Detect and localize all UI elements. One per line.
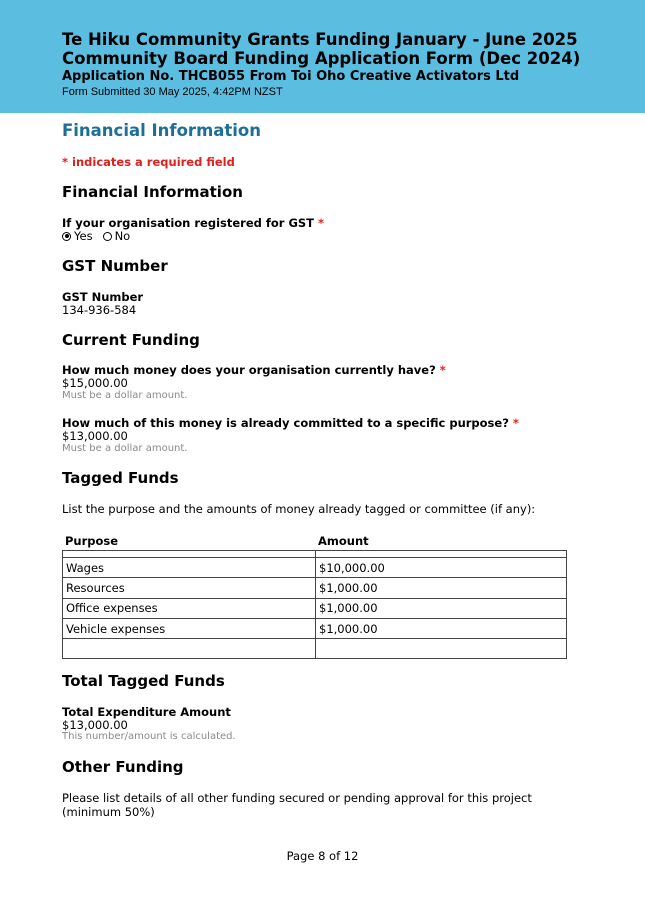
column-header-amount: Amount — [318, 534, 369, 548]
gst-option-yes-label: Yes — [74, 229, 93, 243]
purpose-cell: Vehicle expenses — [66, 621, 166, 636]
application-line: Application No. THCB055 From Toi Oho Creative Activators Ltd — [62, 69, 520, 84]
radio-checked-icon[interactable] — [62, 232, 71, 241]
current-money-value: $15,000.00 — [62, 376, 128, 390]
committed-money-hint: Must be a dollar amount. — [62, 443, 188, 454]
table-row — [63, 557, 566, 577]
tagged-funds-table-header — [62, 534, 567, 550]
gst-option-no-label: No — [114, 229, 131, 243]
gst-question-text: If your organisation registered for GST — [62, 216, 315, 230]
submitted-timestamp: Form Submitted 30 May 2025, 4:42PM NZST — [62, 86, 283, 98]
amount-cell: $1,000.00 — [315, 619, 566, 638]
current-money-hint: Must be a dollar amount. — [62, 390, 188, 401]
amount-cell: $1,000.00 — [315, 578, 566, 597]
current-money-question: How much money does your organisation currently have? — [62, 363, 436, 377]
required-field-note: * indicates a required field — [62, 155, 235, 169]
tagged-funds-table — [62, 550, 567, 659]
purpose-cell: Resources — [66, 580, 125, 595]
tagged-funds-description: List the purpose and the amounts of money already tagged or committee (if any): — [62, 502, 536, 516]
current-money-label — [62, 363, 446, 377]
amount-cell: $1,000.00 — [315, 599, 566, 618]
radio-unchecked-icon[interactable] — [103, 232, 112, 241]
column-header-purpose: Purpose — [65, 534, 119, 548]
gst-number-label: GST Number — [62, 290, 144, 304]
required-star: * — [439, 363, 446, 377]
other-funding-description: Please list details of all other funding secured or pending approval for this project (minimum 50%) — [62, 791, 532, 819]
purpose-cell: Office expenses — [66, 601, 158, 616]
page-title: Financial Information — [62, 121, 262, 140]
committed-money-question: How much of this money is already committed to a specific purpose? — [62, 416, 509, 430]
committed-money-value: $13,000.00 — [62, 429, 128, 443]
section-heading-gst-number: GST Number — [62, 257, 168, 275]
form-title-line1: Te Hiku Community Grants Funding January - June 2025 — [62, 30, 578, 49]
page-number: Page 8 of 12 — [286, 849, 359, 863]
total-expenditure-value: $13,000.00 — [62, 718, 128, 732]
gst-radio-group — [62, 229, 140, 243]
table-cell — [63, 551, 315, 557]
gst-option-no[interactable] — [103, 229, 131, 243]
table-cell — [315, 551, 566, 557]
amount-cell — [315, 639, 566, 658]
amount-cell: $10,000.00 — [315, 558, 566, 577]
section-heading-financial-information: Financial Information — [62, 183, 243, 201]
section-heading-tagged-funds: Tagged Funds — [62, 469, 179, 487]
table-row — [63, 618, 566, 638]
section-heading-total-tagged-funds: Total Tagged Funds — [62, 672, 225, 690]
form-title-line2: Community Board Funding Application Form (Dec 2024) — [62, 49, 581, 68]
table-spacer-row — [63, 551, 566, 557]
required-star: * — [318, 216, 325, 230]
total-expenditure-hint: This number/amount is calculated. — [62, 731, 236, 742]
gst-question-label — [62, 216, 324, 230]
gst-number-value: 134-936-584 — [62, 303, 137, 317]
table-row — [63, 638, 566, 658]
total-expenditure-label: Total Expenditure Amount — [62, 705, 231, 719]
committed-money-label — [62, 416, 519, 430]
section-heading-other-funding: Other Funding — [62, 758, 184, 776]
gst-option-yes[interactable] — [62, 229, 93, 243]
required-star: * — [512, 416, 519, 430]
section-heading-current-funding: Current Funding — [62, 331, 200, 349]
purpose-cell — [63, 639, 315, 658]
purpose-cell: Wages — [66, 560, 105, 575]
table-row — [63, 598, 566, 618]
table-row — [63, 577, 566, 597]
form-header — [0, 0, 645, 113]
